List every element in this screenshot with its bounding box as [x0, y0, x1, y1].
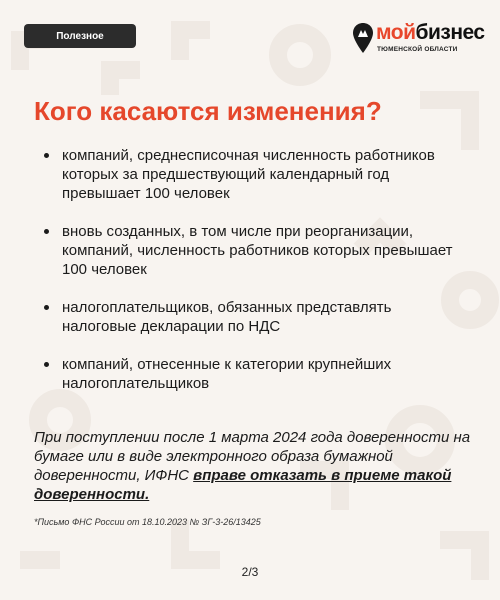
list-item: вновь созданных, в том числе при реорганизации, компаний, численность работников которых превышает 100 человек — [40, 222, 470, 279]
list-item: компаний, отнесенные к категории крупнейших налогоплательщиков — [40, 355, 470, 393]
logo-wordmark — [376, 20, 485, 46]
affected-list — [40, 146, 470, 412]
source-reference: *Письмо ФНС России от 18.10.2023 № ЗГ-3-26/13425 — [34, 517, 261, 527]
page-indicator: 2/3 — [241, 565, 259, 579]
page-title: Кого касаются изменения? — [34, 96, 382, 126]
notice-text: При поступлении после 1 марта 2024 года доверенности на бумаге или в виде электронного образа бумажной доверенности, ИФНС — [34, 429, 471, 484]
category-tag — [24, 24, 136, 48]
logo-subtitle: ТЮМЕНСКОЙ ОБЛАСТИ — [377, 46, 458, 53]
list-item: налогоплательщиков, обязанных представлять налоговые декларации по НДС — [40, 298, 470, 336]
brand-logo — [352, 20, 485, 56]
notice-paragraph — [34, 428, 474, 504]
location-pin-icon — [352, 22, 374, 54]
notice-emphasis: вправе отказать в приеме такой доверенности. — [34, 467, 452, 503]
list-item: компаний, среднесписочная численность работников которых за предшествующий календарный год превышает 100 человек — [40, 146, 470, 203]
category-tag-label: Полезное — [56, 30, 104, 42]
logo-wordmark-main: бизнес — [415, 21, 485, 44]
logo-wordmark-accent: мой — [376, 21, 416, 44]
